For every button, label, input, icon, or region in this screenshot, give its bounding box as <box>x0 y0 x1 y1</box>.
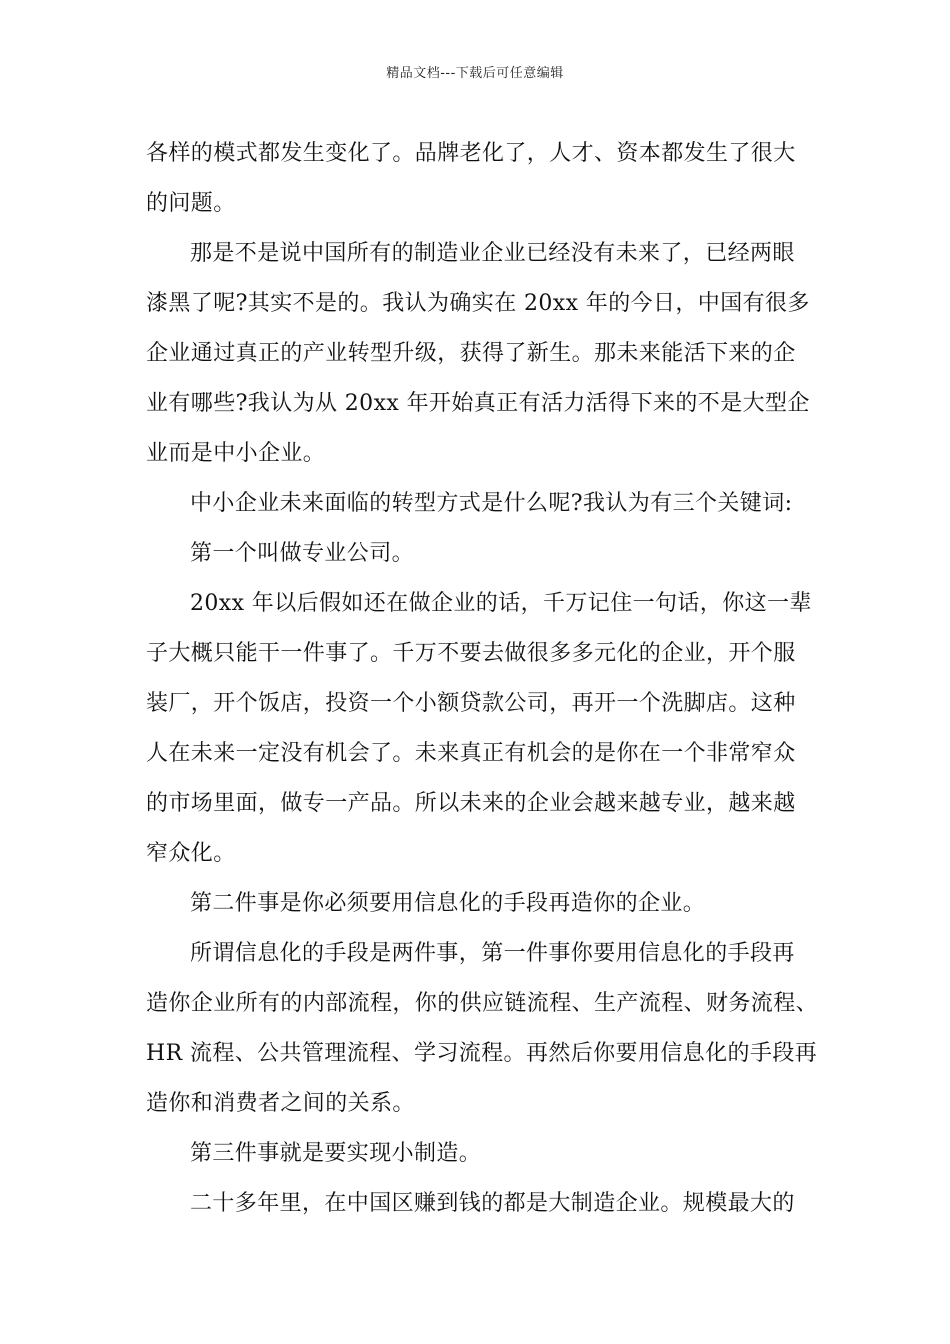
paragraph-start-line: 第二件事是你必须要用信息化的手段再造你的企业。 <box>190 891 706 916</box>
text-line: 业有哪些?我认为从 20xx 年开始真正有活力活得下来的不是大型企 <box>146 391 810 416</box>
paragraph-start-line: 那是不是说中国所有的制造业企业已经没有未来了，已经两眼 <box>190 241 795 266</box>
text-line: 造你和消费者之间的关系。 <box>146 1091 415 1116</box>
paragraph-start-line: 第三件事就是要实现小制造。 <box>190 1141 482 1166</box>
text-line: 各样的模式都发生变化了。品牌老化了，人才、资本都发生了很大 <box>146 141 796 166</box>
text-line: HR 流程、公共管理流程、学习流程。再然后你要用信息化的手段再 <box>146 1041 818 1066</box>
paragraph-start-line: 20xx 年以后假如还在做企业的话，千万记住一句话，你这一辈 <box>190 591 812 616</box>
paragraph-start-line: 二十多年里，在中国区赚到钱的都是大制造企业。规模最大的 <box>190 1191 795 1216</box>
text-line: 子大概只能干一件事了。千万不要去做很多多元化的企业，开个服 <box>146 641 796 666</box>
page-header: 精品文档---下载后可任意编辑 <box>386 66 564 81</box>
paragraph-start-line: 中小企业未来面临的转型方式是什么呢?我认为有三个关键词: <box>190 491 793 516</box>
text-line: 的问题。 <box>146 191 236 216</box>
text-line: 的市场里面，做专一产品。所以未来的企业会越来越专业，越来越 <box>146 791 796 816</box>
text-line: 业而是中小企业。 <box>146 441 326 466</box>
text-line: 漆黑了呢?其实不是的。我认为确实在 20xx 年的今日，中国有很多 <box>146 291 810 316</box>
paragraph-start-line: 第一个叫做专业公司。 <box>190 541 415 566</box>
text-line: 人在未来一定没有机会了。未来真正有机会的是你在一个非常窄众 <box>146 741 796 766</box>
text-line: 装厂，开个饭店，投资一个小额贷款公司，再开一个洗脚店。这种 <box>146 691 796 716</box>
text-line: 造你企业所有的内部流程，你的供应链流程、生产流程、财务流程、 <box>146 991 819 1016</box>
document-body <box>146 129 846 1229</box>
text-line: 企业通过真正的产业转型升级，获得了新生。那未来能活下来的企 <box>146 341 796 366</box>
paragraph-start-line: 所谓信息化的手段是两件事，第一件事你要用信息化的手段再 <box>190 941 795 966</box>
text-line: 窄众化。 <box>146 841 236 866</box>
